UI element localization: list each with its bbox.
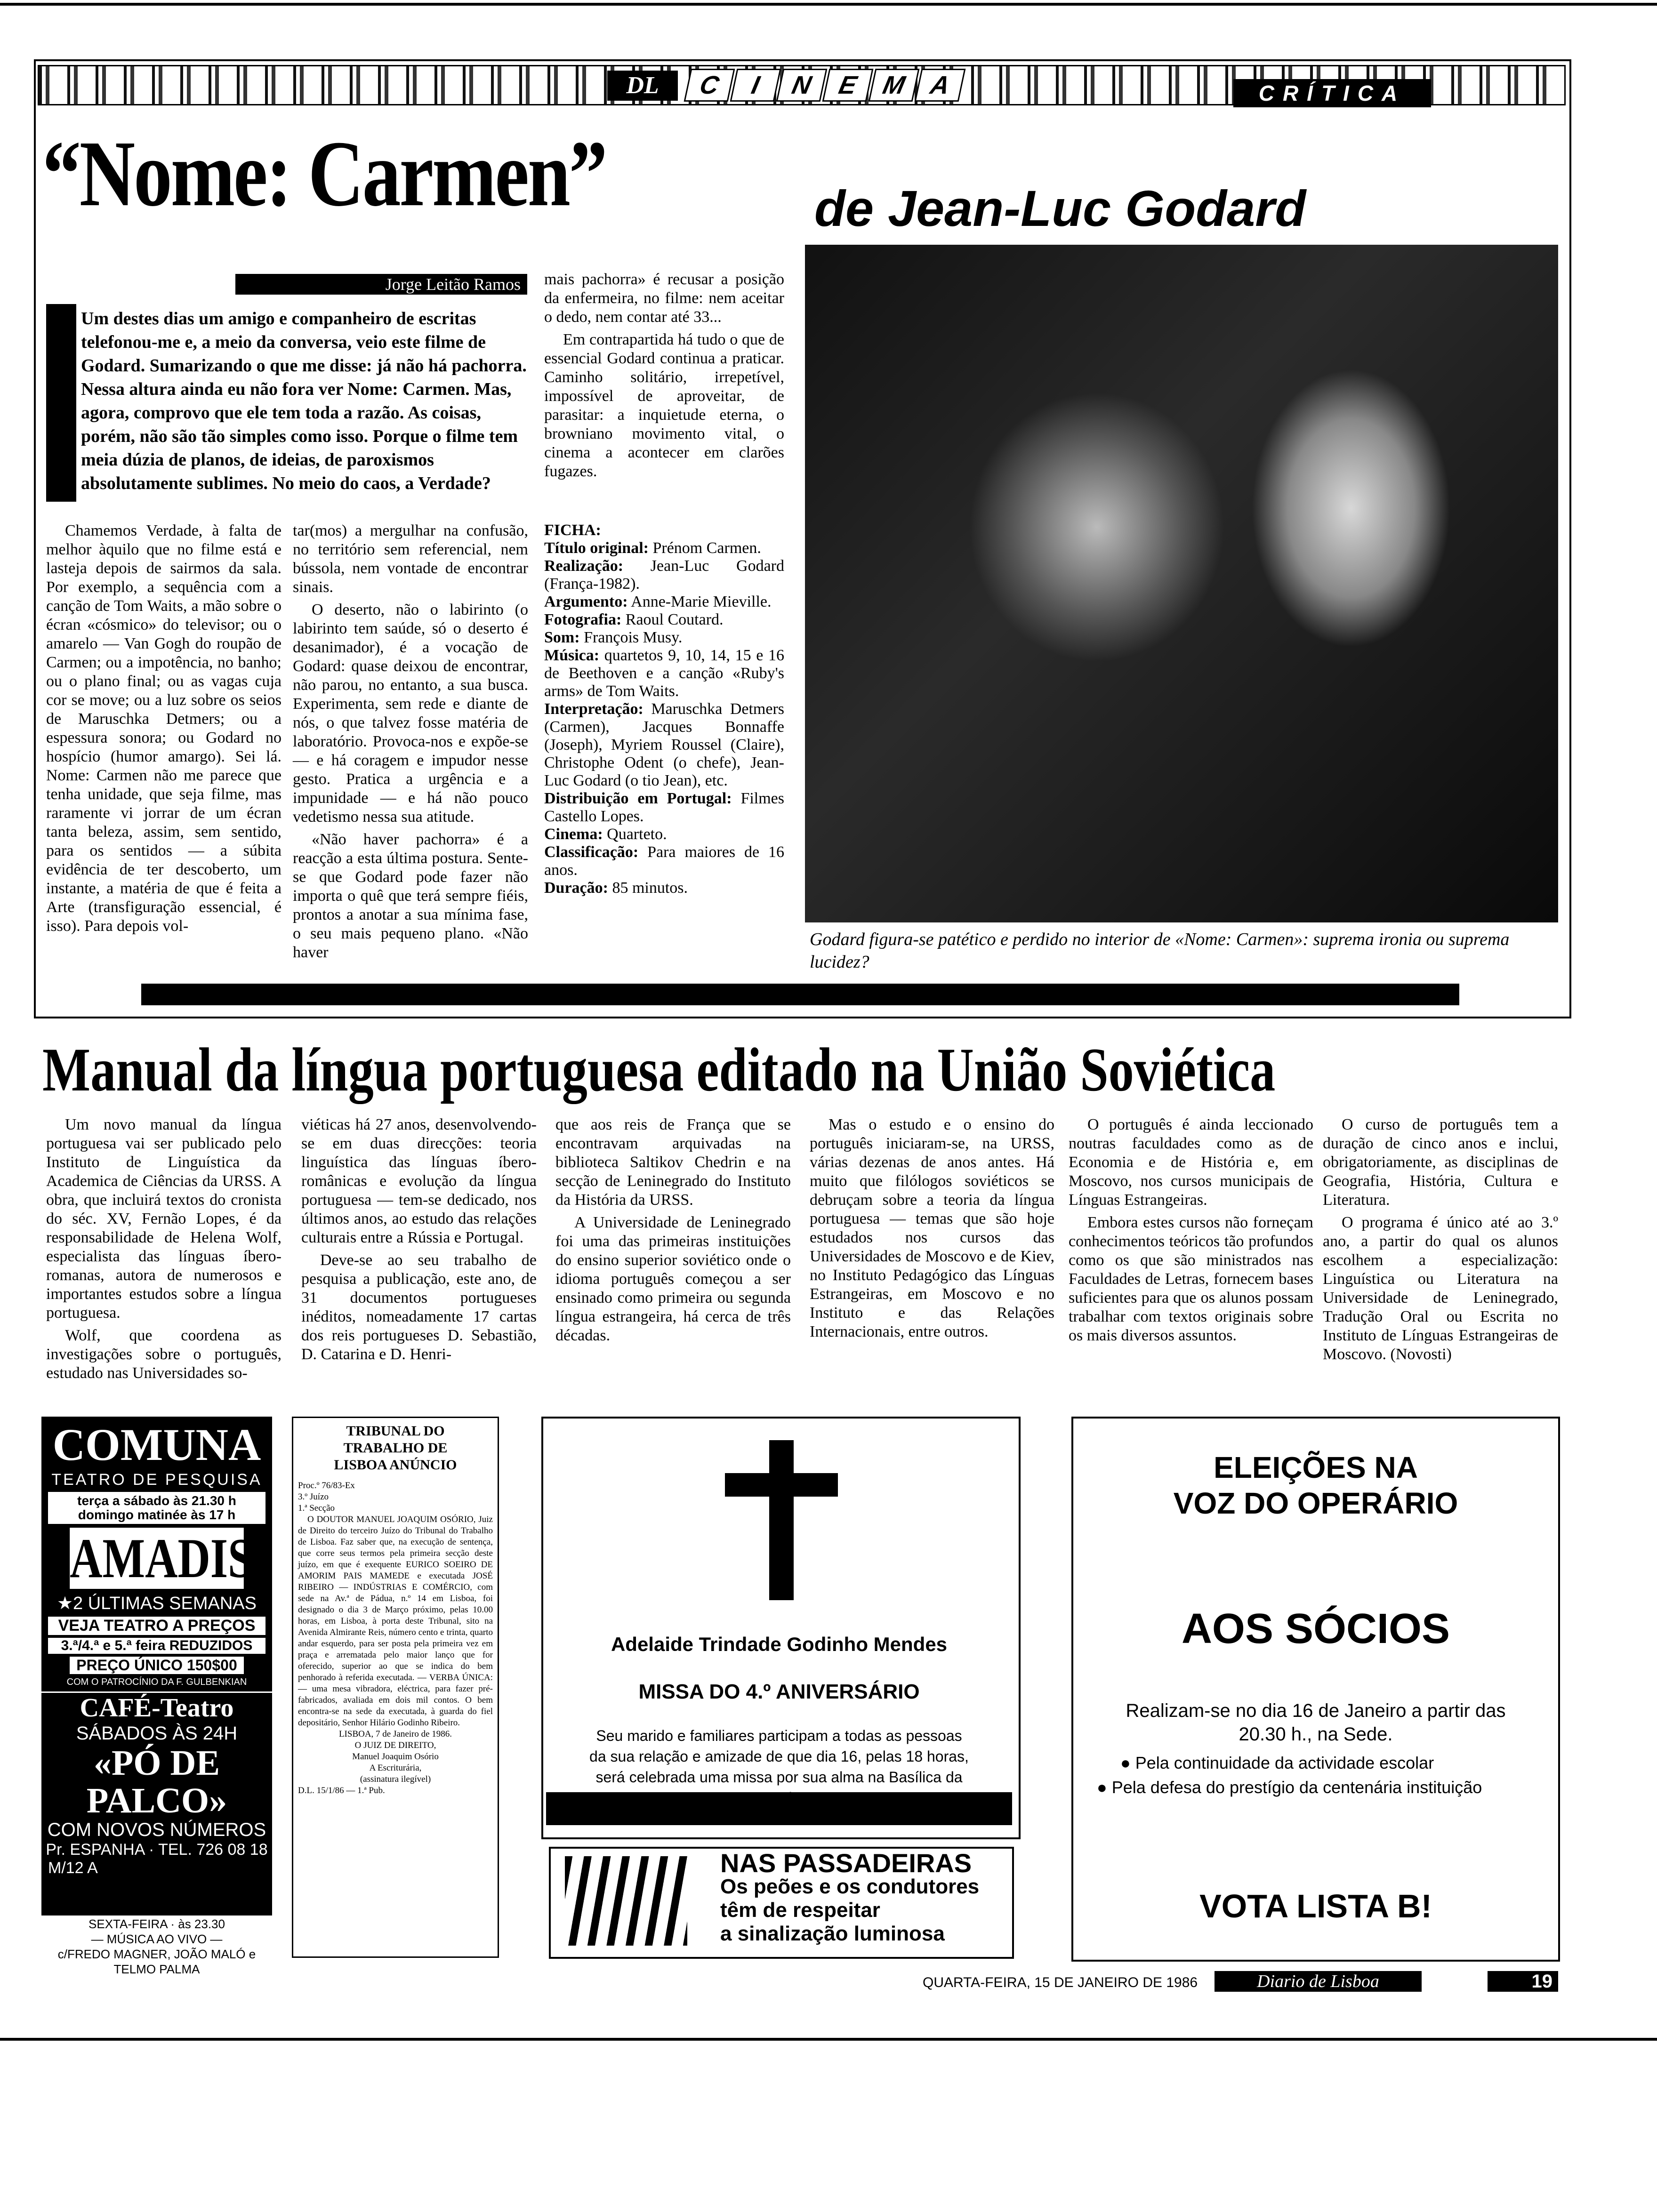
article-column-2 xyxy=(293,521,528,966)
artists-line: c/FREDO MAGNER, JOÃO MALÓ e TELMO PALMA xyxy=(57,1947,256,1976)
ficha-row: Música: quartetos 9, 10, 14, 15 e 16 de Beethoven e a canção «Ruby's arms» de Tom Waits. xyxy=(544,647,785,700)
paragraph: tar(mos) a mergulhar na confusão, no território sem referencial, nem bússola, nem vontade de encontrar sinais. xyxy=(293,522,528,596)
article2-column-1 xyxy=(46,1115,282,1387)
ficha-row: Classificação: Para maiores de 16 anos. xyxy=(544,843,784,879)
obituary-name: Adelaide Trindade Godinho Mendes xyxy=(611,1633,948,1655)
section-letter: A xyxy=(915,69,966,102)
traffic-line: têm de respeitar xyxy=(720,1899,880,1922)
footer-rule xyxy=(0,2038,1657,2041)
section-letter: N xyxy=(776,69,828,102)
comuna-sub: TEATRO DE PESQUISA xyxy=(51,1471,262,1489)
ficha-row: Duração: 85 minutos. xyxy=(544,879,688,897)
paragraph: Em contrapartida há tudo o que de essencial Godard continua a praticar. Caminho solitário, irrepetível, impossível de aproveitar, de parasitar: a inquietude eterna, o browniano movimento vital, o cinema a acontecer em clarões fugazes. xyxy=(544,331,784,480)
tribunal-body: O DOUTOR MANUEL JOAQUIM OSÓRIO, Juiz de Direito do terceiro Juízo do Tribunal do Trabalho de Lisboa. Faz saber que, na execução de sentença, que corre seus termos pela primeira secção deste juízo, em que é exequente EURICO SOEIRO DE AMORIM PAIS MAMEDE e executada JOSÉ RIBEIRO — INDÚSTRIAS E COMÉRCIO, com sede na Av.ª de Pádua, n.º 14 em Lisboa, foi designado o dia 3 de Março próximo, pelas 10.00 horas, em Lisboa, à porta deste Tribunal, sito na Avenida Almirante Reis, número cento e trinta, quarto andar esquerdo, para ser posta pela primeira vez em praça e arrematada pelo maior lanço que for oferecido, superior ao que se indica do bem penhorado à referida executada. — VERBA ÚNICA: — uma mesa vibradora, eléctrica, para fazer pré-fabricados, avaliada em dois mil contos. O bem encontra-se na sede da executada, à guarda do fiel depositário, Senhor Hilário Godinho Ribeiro. xyxy=(298,1515,493,1728)
ficha-row: Som: François Musy. xyxy=(544,629,683,646)
article2-title: Manual da língua portuguesa editado na União Soviética xyxy=(42,1035,1276,1104)
photo-caption: Godard figura-se patético e perdido no interior de «Nome: Carmen»: suprema ironia ou suprema lucidez? xyxy=(810,930,1510,972)
paragraph: «Não haver pachorra» é a reacção a esta última postura. Sente-se que Godard pode fazer não importa o quê que terá sempre fiéis, prontos a anotar a sua mínima fase, o seu mais pequeno plano. «Não haver xyxy=(293,831,528,961)
ficha-row: Argumento: Anne-Marie Mieville. xyxy=(544,593,772,610)
article2-column-6 xyxy=(1323,1115,1558,1368)
election-sub: AOS SÓCIOS xyxy=(1181,1605,1450,1652)
pedestrian-icon xyxy=(565,1856,687,1946)
lead-paragraph xyxy=(81,307,533,495)
friday-line: SEXTA-FEIRA · às 23.30 xyxy=(88,1917,225,1931)
article2-column-4 xyxy=(810,1115,1054,1345)
ficha-heading: FICHA: xyxy=(544,521,601,539)
paragraph: O deserto, não o labirinto (o labirinto tem saúde, só o deserto é desanimador), é a vocação de Godard: quase deixou de encontrar, não parou, no entanto, a sua busca. Experimenta, sem rede e diante de nós, o que talvez fosse matéria de laboratório. Provoca-nos e expõe-se — e há coragem e impudor nesse gesto. Pratica a urgência e a impunidade — e há não pouco vedetismo nessa sua atitude. xyxy=(293,601,528,825)
cafe-numbers: COM NOVOS NÚMEROS xyxy=(47,1819,266,1840)
cafe-teatro: CAFÉ-Teatro xyxy=(41,1691,272,1723)
ficha-row: Título original: Prénom Carmen. xyxy=(544,539,761,557)
election-text: Realizam-se no dia 16 de Janeiro a partir das 20.30 h., na Sede. xyxy=(1126,1700,1506,1745)
top-rule xyxy=(0,3,1657,6)
article-subtitle: de Jean-Luc Godard xyxy=(814,180,1306,237)
article2-column-2 xyxy=(301,1115,537,1368)
paragraph: O português é ainda leccionado noutras faculdades como as de Economia e de História e, em Moscovo, nos cursos municipais de Línguas Estrangeiras. xyxy=(1069,1116,1313,1209)
tribunal-ref: D.L. 15/1/86 — 1.ª Pub. xyxy=(298,1786,385,1795)
article-title: “Nome: Carmen” xyxy=(42,122,606,226)
tribunal-judge: O JUIZ DE DIREITO, Manuel Joaquim Osório A Escriturária, (assinatura ilegível) xyxy=(352,1740,439,1784)
section-letter: I xyxy=(730,69,781,102)
cafe-show2: PALCO» xyxy=(86,1781,227,1820)
film-still-photo xyxy=(805,245,1558,922)
election-vote: VOTA LISTA B! xyxy=(1199,1888,1432,1924)
section-letter: E xyxy=(822,69,874,102)
section-title xyxy=(687,69,964,102)
lead-dropcap-bar xyxy=(46,304,76,502)
footer-page: 19 xyxy=(1488,1971,1558,1992)
cross-icon xyxy=(753,1440,810,1600)
comuna-price: PREÇO ÚNICO 150$00 xyxy=(70,1657,244,1674)
paragraph: O curso de português tem a duração de cinco anos e inclui, obrigatoriamente, as disciplinas de Geografia, História, Cultura e Literatura. xyxy=(1323,1116,1558,1209)
paragraph: mais pachorra» é recusar a posição da enfermeira, no filme: nem aceitar o dedo, nem contar até 33... xyxy=(544,271,784,326)
paragraph: Mas o estudo e o ensino do português iniciaram-se, na URSS, várias dezenas de anos antes. Há muito que filólogos soviéticos se debruçam sobre a teoria da língua portuguesa — temas que são hoje estudados nos cursos das Universidades de Moscovo e de Kiev, no Instituto Pedagógico das Línguas Estrangeiras, em Moscovo e no Instituto e das Relações Internacionais, entre outros. xyxy=(810,1116,1054,1340)
election-bullet: ● Pela defesa do prestígio da centenária instituição xyxy=(1097,1778,1482,1797)
cafe-sat: SÁBADOS ÀS 24H xyxy=(76,1723,238,1744)
comuna-sponsor: COM O PATROCÍNIO DA F. GULBENKIAN xyxy=(66,1677,247,1687)
ficha-block xyxy=(544,521,784,897)
traffic-line: NAS PASSADEIRAS xyxy=(720,1848,972,1878)
article-column-1 xyxy=(46,521,282,939)
comuna-play: AMADIS xyxy=(70,1527,253,1589)
section-bottom-bar xyxy=(141,984,1459,1005)
section-logo: DL xyxy=(607,71,678,101)
comuna-weeks: ★2 ÚLTIMAS SEMANAS xyxy=(56,1594,257,1613)
paragraph: A Universidade de Leninegrado foi uma das primeiras instituições do ensino superior soviético onde o idioma português começou a ser ensinado como primeira ou segunda língua estrangeira, há cerca de três décadas. xyxy=(555,1214,791,1344)
paragraph: Chamemos Verdade, à falta de melhor àquilo que no filme está e lasteja depois de sairmos da sala. Por exemplo, a sequência com a canção de Tom Waits, a mão sobre o écran «cósmico» do televisor; ou o amarelo — Van Gogh do roupão de Carmen; ou a impotência, no banho; ou o plano final; ou as vagas cuja cor se move; ou a luz sobre os seios de Maruschka Detmers; ou a espessura sonora; ou Godard no hospício (humor amargo). Sei lá. Nome: Carmen não me parece que tenha unidade, que seja filme, mas raramente vi jorrar de um écran tanta beleza, assim, sem sentido, para os sentidos — a súbita evidência de ter descoberto, um instante, a matéria de que é feita a Arte (transfiguração essencial, é isso). Para depois vol- xyxy=(46,522,282,935)
ficha-row: Fotografia: Raoul Coutard. xyxy=(544,611,724,628)
ficha-row: Cinema: Quarteto. xyxy=(544,825,667,843)
election-title xyxy=(1073,1450,1558,1521)
ad-tribunal xyxy=(292,1417,499,1958)
cafe-age: M/12 A xyxy=(48,1859,98,1877)
footer-paper: Diario de Lisboa xyxy=(1215,1971,1422,1992)
comuna-reduced: 3.ª/4.ª e 5.ª feira REDUZIDOS xyxy=(48,1638,265,1654)
tribunal-title: TRIBUNAL DO TRABALHO DE LISBOA ANÚNCIO xyxy=(334,1423,457,1473)
tribunal-proc: Proc.º 76/83-Ex 3.º Juízo 1.ª Secção xyxy=(298,1481,355,1513)
traffic-line: Os peões e os condutores xyxy=(720,1875,980,1898)
ficha-row: Realização: Jean-Luc Godard (França-1982). xyxy=(544,557,785,593)
cafe-show1: «PÓ DE xyxy=(93,1743,220,1783)
paragraph: viéticas há 27 anos, desenvolvendo-se em duas direcções: teoria linguística das línguas íbero-românicas e evolução da língua portuguesa — tem-se dedicado, nos últimos anos, ao estudo das relações culturais entre a Rússia e Portugal. xyxy=(301,1116,537,1246)
election-title-line: VOZ DO OPERÁRIO xyxy=(1173,1486,1458,1520)
article-column-3 xyxy=(544,270,784,485)
lead-dropcap: U xyxy=(81,309,94,329)
paragraph: O programa é único até ao 3.º ano, a partir do qual os alunos escolhem a especialização: Linguística ou Literatura na Universidade de Leninegrado, Tradução Oral ou Escrita no Instituto de Línguas Estrangeiras de Moscovo. (Novosti) xyxy=(1323,1214,1558,1363)
section-letter: M xyxy=(869,69,920,102)
paragraph: Embora estes cursos não forneçam conhecimentos teóricos tão profundos como os que são ministrados nas Faculdades de Letras, fornecem bases suficientes para que os alunos possam trabalhar com textos originais sobre os mais diversos assuntos. xyxy=(1069,1214,1313,1344)
comuna-promo: VEJA TEATRO A PREÇOS xyxy=(48,1617,265,1635)
cafe-phone: Pr. ESPANHA · TEL. 726 08 18 xyxy=(46,1841,268,1859)
lead-text: m destes dias um amigo e companheiro de escritas telefonou-me e, a meio da conversa, veio este filme de Godard. Sumarizando o que me disse: já não há pachorra. Nessa altura ainda eu não fora ver Nome: Carmen. Mas, agora, comprovo que ele tem toda a razão. As coisas, porém, não são tão simples como isso. Porque o filme tem meia dúzia de planos, de ideias, de paroxismos absolutamente sublimes. No meio do caos, a Verdade? xyxy=(81,309,527,493)
footer-date: QUARTA-FEIRA, 15 DE JANEIRO DE 1986 xyxy=(923,1975,1198,1990)
live-line: — MÚSICA AO VIVO — xyxy=(91,1932,223,1946)
traffic-text xyxy=(720,1848,980,1946)
ficha-row: Distribuição em Portugal: Filmes Castello Lopes. xyxy=(544,790,785,825)
paragraph: Um novo manual da língua portuguesa vai ser publicado pelo Instituto de Linguística da Academica de Ciências da URSS. A obra, que incluirá textos do cronista do séc. XV, Fernão Lopes, é da responsabilidade de Helena Wolf, especialista das línguas íbero-romanas, autora de numerosos e importantes estudos sobre a língua portuguesa. xyxy=(46,1116,282,1322)
tribunal-date: LISBOA, 7 de Janeiro de 1986. xyxy=(338,1729,452,1739)
paragraph: que aos reis de França que se encontravam arquivadas na biblioteca Saltikov Chedrin e na secção de Leninegrado do Instituto da História da URSS. xyxy=(555,1116,791,1209)
traffic-line: a sinalização luminosa xyxy=(720,1922,945,1945)
ficha-row: Interpretação: Maruschka Detmers (Carmen), Jacques Bonnaffe (Joseph), Myriem Roussel (Claire), Christophe Odent (o chefe), Jean-Luc Godard (o tio Jean), etc. xyxy=(544,700,784,789)
election-bullet: ● Pela continuidade da actividade escolar xyxy=(1120,1753,1434,1772)
paragraph: Deve-se ao seu trabalho de pesquisa a publicação, este ano, de 31 documentos portugueses inéditos, nomeadamente 17 cartas dos reis portugueses D. Sebastião, D. Catarina e D. Henri- xyxy=(301,1251,537,1363)
article2-column-5 xyxy=(1069,1115,1313,1349)
author-byline: Jorge Leitão Ramos xyxy=(235,274,527,295)
election-bullets xyxy=(1097,1751,1544,1800)
obituary-bar xyxy=(546,1792,1012,1825)
election-title-line: ELEIÇÕES NA xyxy=(1214,1451,1418,1484)
ad-comuna-extra xyxy=(41,1916,272,1977)
obituary-text: Seu marido e familiares participam a todas as pessoas da sua relação e amizade de que dia 16, pelas 18 horas, será celebrada uma missa por sua alma na Basílica da xyxy=(589,1727,969,1786)
obituary-mass: MISSA DO 4.º ANIVERSÁRIO xyxy=(638,1680,920,1703)
article2-column-3 xyxy=(555,1115,791,1349)
section-letter: C xyxy=(684,69,735,102)
paragraph: Wolf, que coordena as investigações sobre o português, estudado nas Universidades so- xyxy=(46,1327,282,1382)
comuna-times: terça a sábado às 21.30 h domingo matinée às 17 h xyxy=(48,1492,265,1524)
comuna-name: COMUNA xyxy=(52,1419,261,1470)
critica-tag: CRÍTICA xyxy=(1233,79,1431,107)
ad-comuna-theatre xyxy=(41,1417,272,1915)
